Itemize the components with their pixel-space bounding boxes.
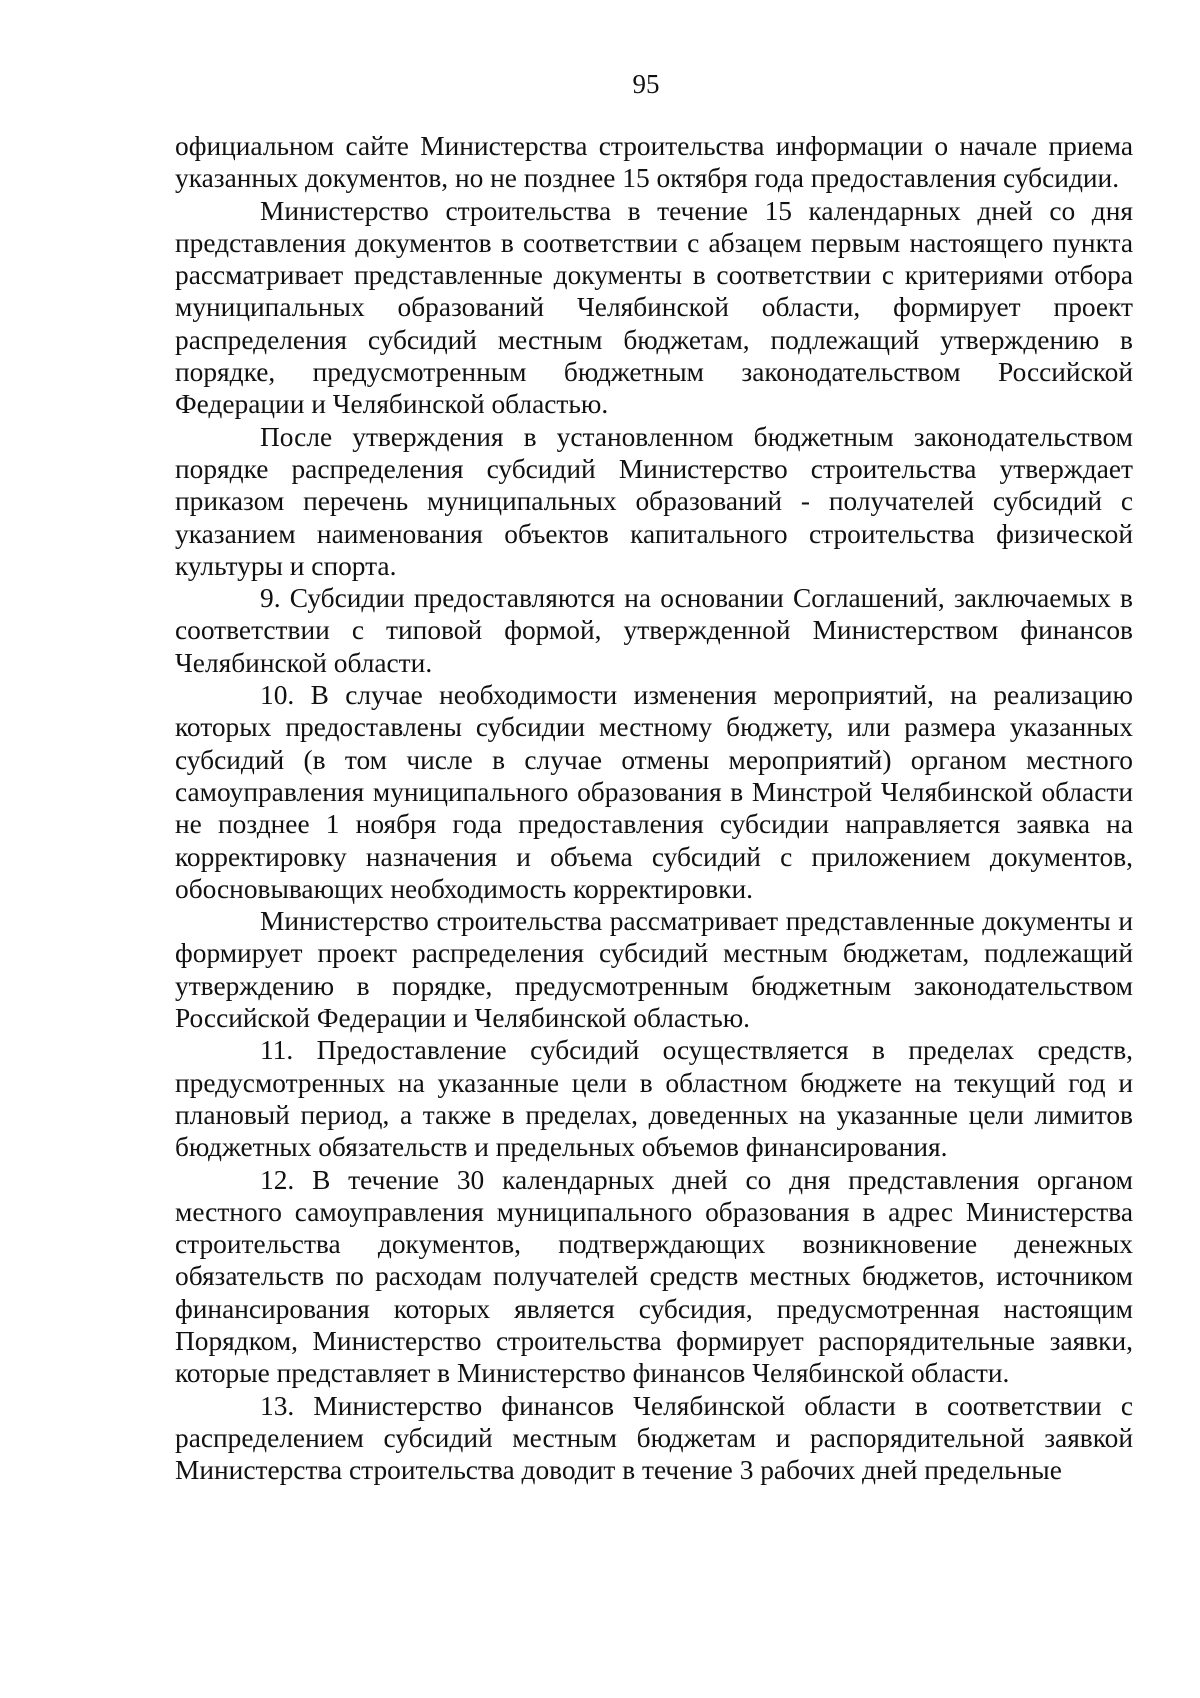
page-number: 95: [632, 69, 660, 99]
paragraph-2: Министерство строительства в течение 15 календарных дней со дня представления документов в соответствии с абзацем первым настоящего пункта рассматривает представленные документы в соответствии с критериями отбора муниципальных образований Челябинской области, формирует проект распределения субсидий местным бюджетам, подлежащий утверждению в порядке, предусмотренным бюджетным законодательством Российской Федерации и Челябинской областью.: [175, 195, 1133, 420]
paragraph-8: 12. В течение 30 календарных дней со дня представления органом местного самоуправления муниципального образования в адрес Министерства строительства документов, подтверждающих возникновение денежных обязательств по расходам получателей средств местных бюджетов, источником финансирования которых является субсидия, предусмотренная настоящим Порядком, Министерство строительства формирует распорядительные заявки, которые представляет в Министерство финансов Челябинской области.: [175, 1164, 1133, 1389]
document-body: [175, 130, 1133, 1486]
paragraph-6: Министерство строительства рассматривает представленные документы и формирует проект распределения субсидий местным бюджетам, подлежащий утверждению в порядке, предусмотренным бюджетным законодательством Российской Федерации и Челябинской областью.: [175, 906, 1133, 1034]
paragraph-5: 10. В случае необходимости изменения мероприятий, на реализацию которых предоставлены субсидии местному бюджету, или размера указанных субсидий (в том числе в случае отмены мероприятий) органом местного самоуправления муниципального образования в Минстрой Челябинской области не позднее 1 ноября года предоставления субсидии направляется заявка на корректировку назначения и объема субсидий с приложением документов, обосновывающих необходимость корректировки.: [175, 680, 1133, 904]
paragraph-3: После утверждения в установленном бюджетным законодательством порядке распределения субсидий Министерство строительства утверждает приказом перечень муниципальных образований - получателей субсидий с указанием наименования объектов капитального строительства физической культуры и спорта.: [175, 421, 1133, 581]
paragraph-9: 13. Министерство финансов Челябинской области в соответствии с распределением субсидий местным бюджетам и распорядительной заявкой Министерства строительства доводит в течение 3 рабочих дней предельные: [175, 1390, 1133, 1486]
paragraph-1: официальном сайте Министерства строительства информации о начале приема указанных документов, но не позднее 15 октября года предоставления субсидии.: [175, 131, 1133, 194]
paragraph-7: 11. Предоставление субсидий осуществляется в пределах средств, предусмотренных на указанные цели в областном бюджете на текущий год и плановый период, а также в пределах, доведенных на указанные цели лимитов бюджетных обязательств и предельных объемов финансирования.: [175, 1035, 1133, 1163]
paragraph-4: 9. Субсидии предоставляются на основании Соглашений, заключаемых в соответствии с типовой формой, утвержденной Министерством финансов Челябинской области.: [175, 583, 1133, 678]
